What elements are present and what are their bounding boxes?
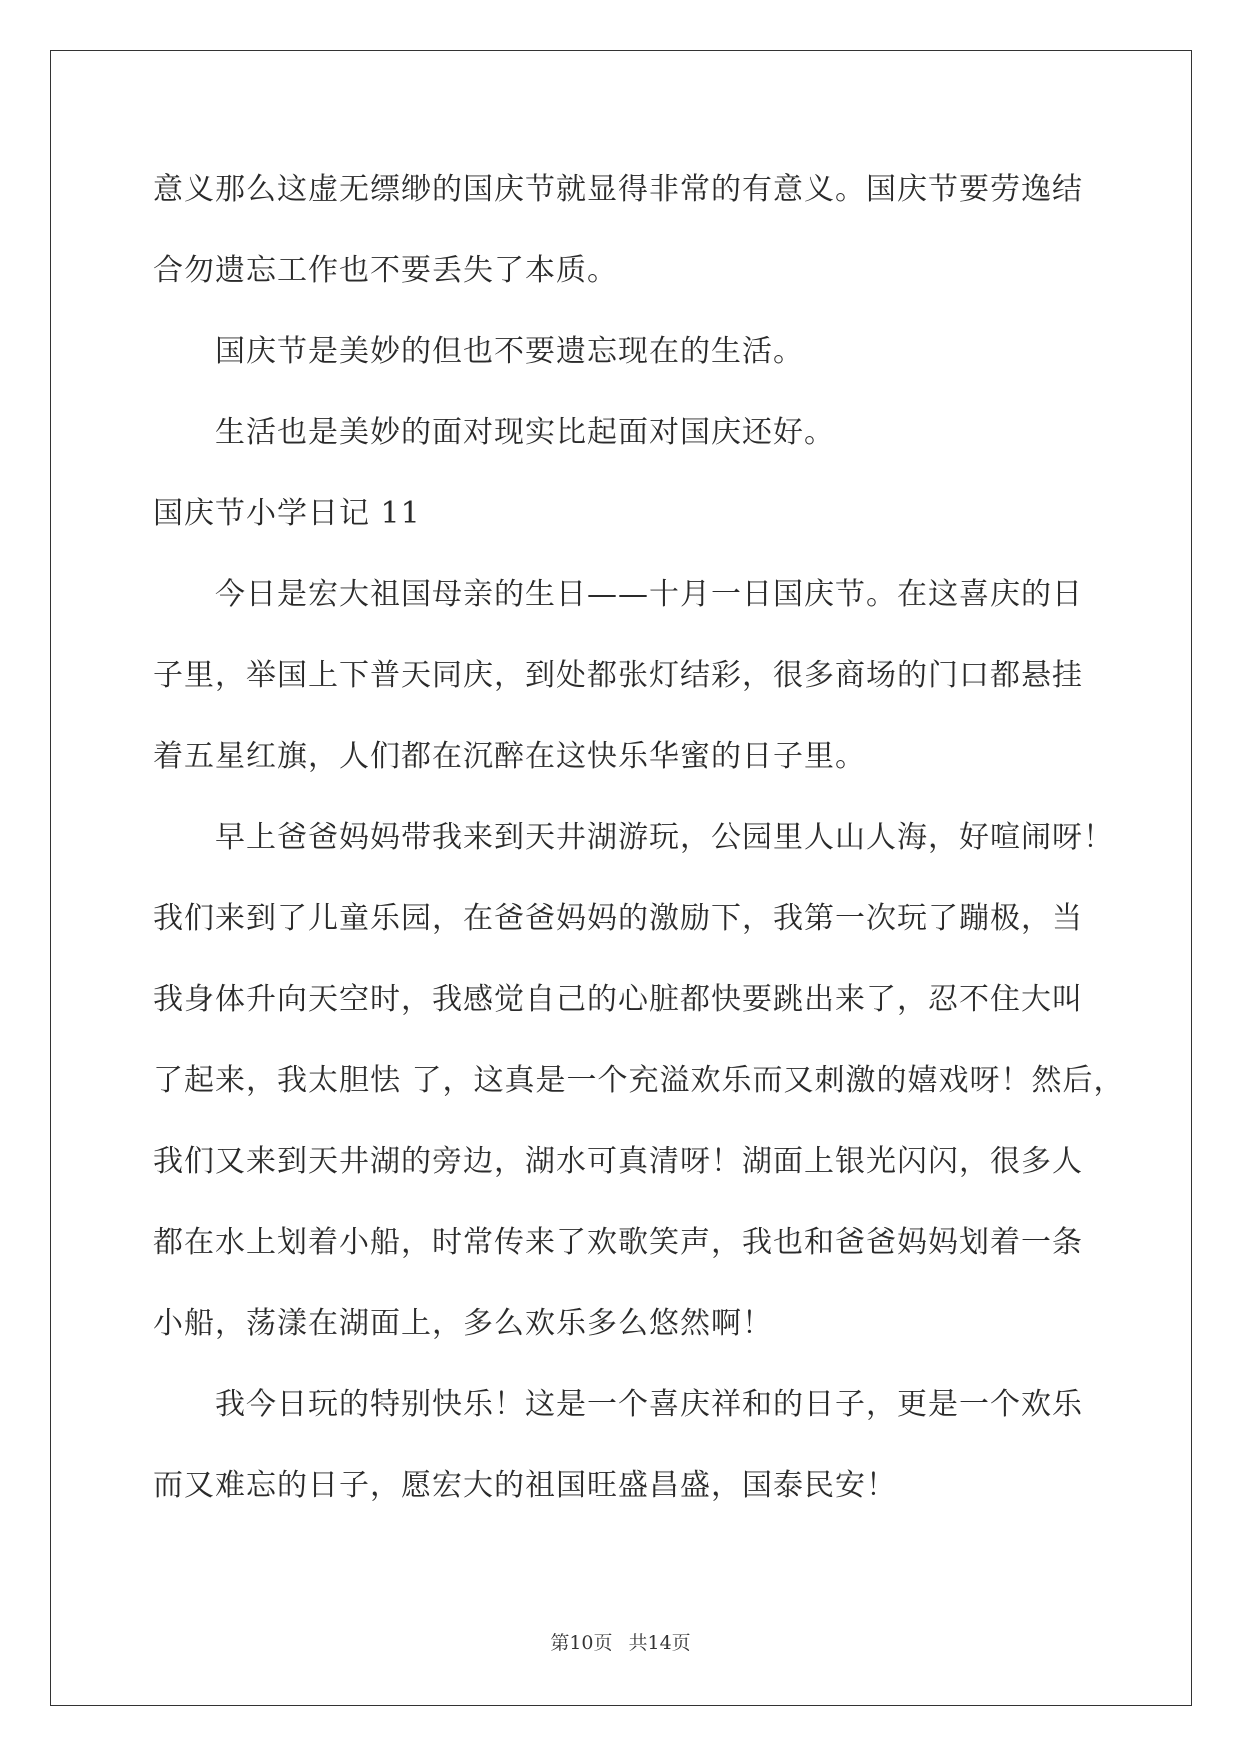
text-line: 了起来，我太胆怯 了，这真是一个充溢欢乐而又刺激的嬉戏呀！然后， (153, 1063, 1125, 1098)
text-line: 早上爸爸妈妈带我来到天井湖游玩，公园里人山人海，好喧闹呀！ (215, 820, 1114, 855)
text-line: 小船，荡漾在湖面上，多么欢乐多么悠然啊！ (153, 1306, 773, 1341)
text-line: 意义那么这虚无缥缈的国庆节就显得非常的有意义。国庆节要劳逸结 (153, 172, 1083, 207)
text-line: 合勿遗忘工作也不要丢失了本质。 (153, 253, 618, 288)
text-line: 着五星红旗，人们都在沉醉在这快乐华蜜的日子里。 (153, 739, 866, 774)
text-line: 我们来到了儿童乐园，在爸爸妈妈的激励下，我第一次玩了蹦极，当 (153, 901, 1083, 936)
text-line: 生活也是美妙的面对现实比起面对国庆还好。 (215, 415, 835, 450)
page-footer (0, 1628, 1241, 1655)
section-heading: 国庆节小学日记 11 (153, 496, 421, 531)
text-line: 而又难忘的日子，愿宏大的祖国旺盛昌盛，国泰民安！ (153, 1468, 897, 1503)
text-line: 子里，举国上下普天同庆，到处都张灯结彩，很多商场的门口都悬挂 (153, 658, 1083, 693)
text-line: 都在水上划着小船，时常传来了欢歌笑声，我也和爸爸妈妈划着一条 (153, 1225, 1083, 1260)
page-number: 第10页 (550, 1632, 613, 1654)
text-line: 我今日玩的特别快乐！这是一个喜庆祥和的日子，更是一个欢乐 (215, 1387, 1083, 1422)
text-line: 国庆节是美妙的但也不要遗忘现在的生活。 (215, 334, 804, 369)
text-line: 我身体升向天空时，我感觉自己的心脏都快要跳出来了，忍不住大叫 (153, 982, 1083, 1017)
page-total: 共14页 (628, 1632, 691, 1654)
text-line: 今日是宏大祖国母亲的生日——十月一日国庆节。在这喜庆的日 (215, 577, 1083, 612)
document-body (153, 158, 1125, 1535)
text-line: 我们又来到天井湖的旁边，湖水可真清呀！湖面上银光闪闪，很多人 (153, 1144, 1083, 1179)
